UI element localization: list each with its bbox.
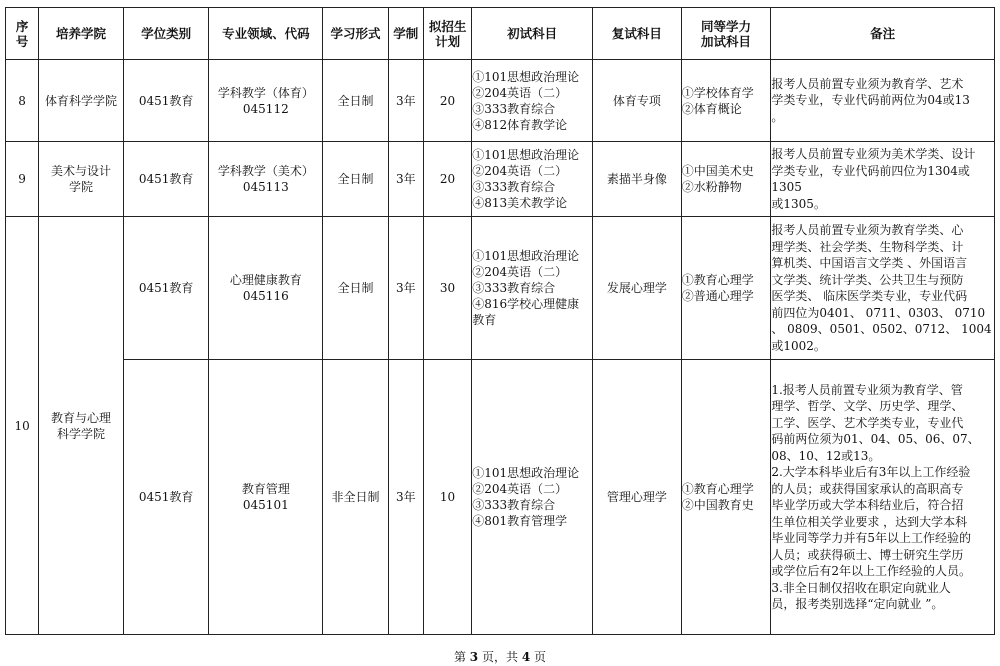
plan-cell: 20 xyxy=(423,60,471,142)
duration-cell: 3年 xyxy=(388,60,423,142)
page-footer xyxy=(0,648,1000,665)
initial-subjects-cell: ①101思想政治理论 ②204英语（二） ③333教育综合 ④812体育教学论 xyxy=(472,60,593,142)
header-college: 培养学院 xyxy=(39,8,124,60)
notes-cell: 报考人员前置专业须为美术学类、设计 学类专业，专业代码前四位为1304或1305 或1305。 xyxy=(771,142,995,217)
table-row xyxy=(6,217,995,360)
study-form-cell: 全日制 xyxy=(323,142,388,217)
college-cell: 美术与设计 学院 xyxy=(39,142,124,217)
initial-subjects-cell: ①101思想政治理论 ②204英语（二） ③333教育综合 ④801教育管理学 xyxy=(472,360,593,635)
college-cell: 体育科学学院 xyxy=(39,60,124,142)
college-cell: 教育与心理 科学学院 xyxy=(39,217,124,635)
degree-type-cell: 0451教育 xyxy=(123,60,209,142)
retest-subject-cell: 体育专项 xyxy=(593,60,682,142)
footer-middle: 页，共 xyxy=(481,650,518,664)
plan-cell: 30 xyxy=(423,217,471,360)
notes-cell: 报考人员前置专业须为教育学、艺术 学类专业，专业代码前两位为04或13 。 xyxy=(771,60,995,142)
duration-cell: 3年 xyxy=(388,360,423,635)
header-retest-subjects: 复试科目 xyxy=(593,8,682,60)
page-total: 4 xyxy=(521,650,531,664)
initial-subjects-cell: ①101思想政治理论 ②204英语（二） ③333教育综合 ④813美术教学论 xyxy=(472,142,593,217)
field-cell: 学科教学（体育） 045112 xyxy=(209,60,323,142)
header-initial-subjects: 初试科目 xyxy=(472,8,593,60)
header-equivalent: 同等学力 加试科目 xyxy=(681,8,771,60)
retest-subject-cell: 管理心理学 xyxy=(593,360,682,635)
equivalent-subjects-cell: ①学校体育学 ②体育概论 xyxy=(681,60,771,142)
header-seq: 序 号 xyxy=(6,8,39,60)
degree-type-cell: 0451教育 xyxy=(123,217,209,360)
degree-type-cell: 0451教育 xyxy=(123,142,209,217)
page-number: 3 xyxy=(469,650,479,664)
header-duration: 学制 xyxy=(388,8,423,60)
retest-subject-cell: 发展心理学 xyxy=(593,217,682,360)
header-study-form: 学习形式 xyxy=(323,8,388,60)
degree-type-cell: 0451教育 xyxy=(123,360,209,635)
equivalent-subjects-cell: ①教育心理学 ②中国教育史 xyxy=(681,360,771,635)
seq-cell: 9 xyxy=(6,142,39,217)
duration-cell: 3年 xyxy=(388,217,423,360)
table-row xyxy=(6,360,995,635)
footer-suffix: 页 xyxy=(534,650,547,664)
table-row xyxy=(6,142,995,217)
header-plan: 拟招生 计划 xyxy=(423,8,471,60)
field-cell: 心理健康教育 045116 xyxy=(209,217,323,360)
header-field: 专业领域、代码 xyxy=(209,8,323,60)
equivalent-subjects-cell: ①中国美术史 ②水粉静物 xyxy=(681,142,771,217)
retest-subject-cell: 素描半身像 xyxy=(593,142,682,217)
seq-cell: 8 xyxy=(6,60,39,142)
header-degree-type: 学位类别 xyxy=(123,8,209,60)
footer-prefix: 第 xyxy=(453,650,466,664)
notes-cell: 报考人员前置专业须为教育学类、心 理学类、社会学类、生物科学类、计 算机类、中国语言文学类 、外国语言 文学类、统计学类、公共卫生与预防 医学类、 临床医学类专业，专业代码 前四位为0401、 0711、0303、 0710 、 0809、0501、0502、0712、 1004 或1002。 xyxy=(771,217,995,360)
field-cell: 学科教学（美术） 045113 xyxy=(209,142,323,217)
equivalent-subjects-cell: ①教育心理学 ②普通心理学 xyxy=(681,217,771,360)
table-row xyxy=(6,60,995,142)
study-form-cell: 全日制 xyxy=(323,60,388,142)
header-notes: 备注 xyxy=(771,8,995,60)
enrollment-table xyxy=(5,7,995,635)
field-cell: 教育管理 045101 xyxy=(209,360,323,635)
initial-subjects-cell: ①101思想政治理论 ②204英语（二） ③333教育综合 ④816学校心理健康 教育 xyxy=(472,217,593,360)
study-form-cell: 全日制 xyxy=(323,217,388,360)
header-row xyxy=(6,8,995,60)
notes-cell: 1.报考人员前置专业须为教育学、管 理学、哲学、文学、历史学、理学、 工学、医学、艺术学类专业，专业代 码前两位须为01、04、05、06、07、 08、10、12或13。 2.大学本科毕业后有3年以上工作经验 的人员；或获得国家承认的高职高专 毕业学历或大学本科结业后，符合招 生单位相关学业要求 ，达到大学本科 毕业同等学力并有5年以上工作经验的 人员；或获得硕士、博士研究生学历 或学位后有2年以上工作经验的人员。 3.非全日制仅招收在职定向就业人 员，报考类别选择“定向就业 ”。 xyxy=(771,360,995,635)
plan-cell: 20 xyxy=(423,142,471,217)
seq-cell: 10 xyxy=(6,217,39,635)
study-form-cell: 非全日制 xyxy=(323,360,388,635)
duration-cell: 3年 xyxy=(388,142,423,217)
plan-cell: 10 xyxy=(423,360,471,635)
